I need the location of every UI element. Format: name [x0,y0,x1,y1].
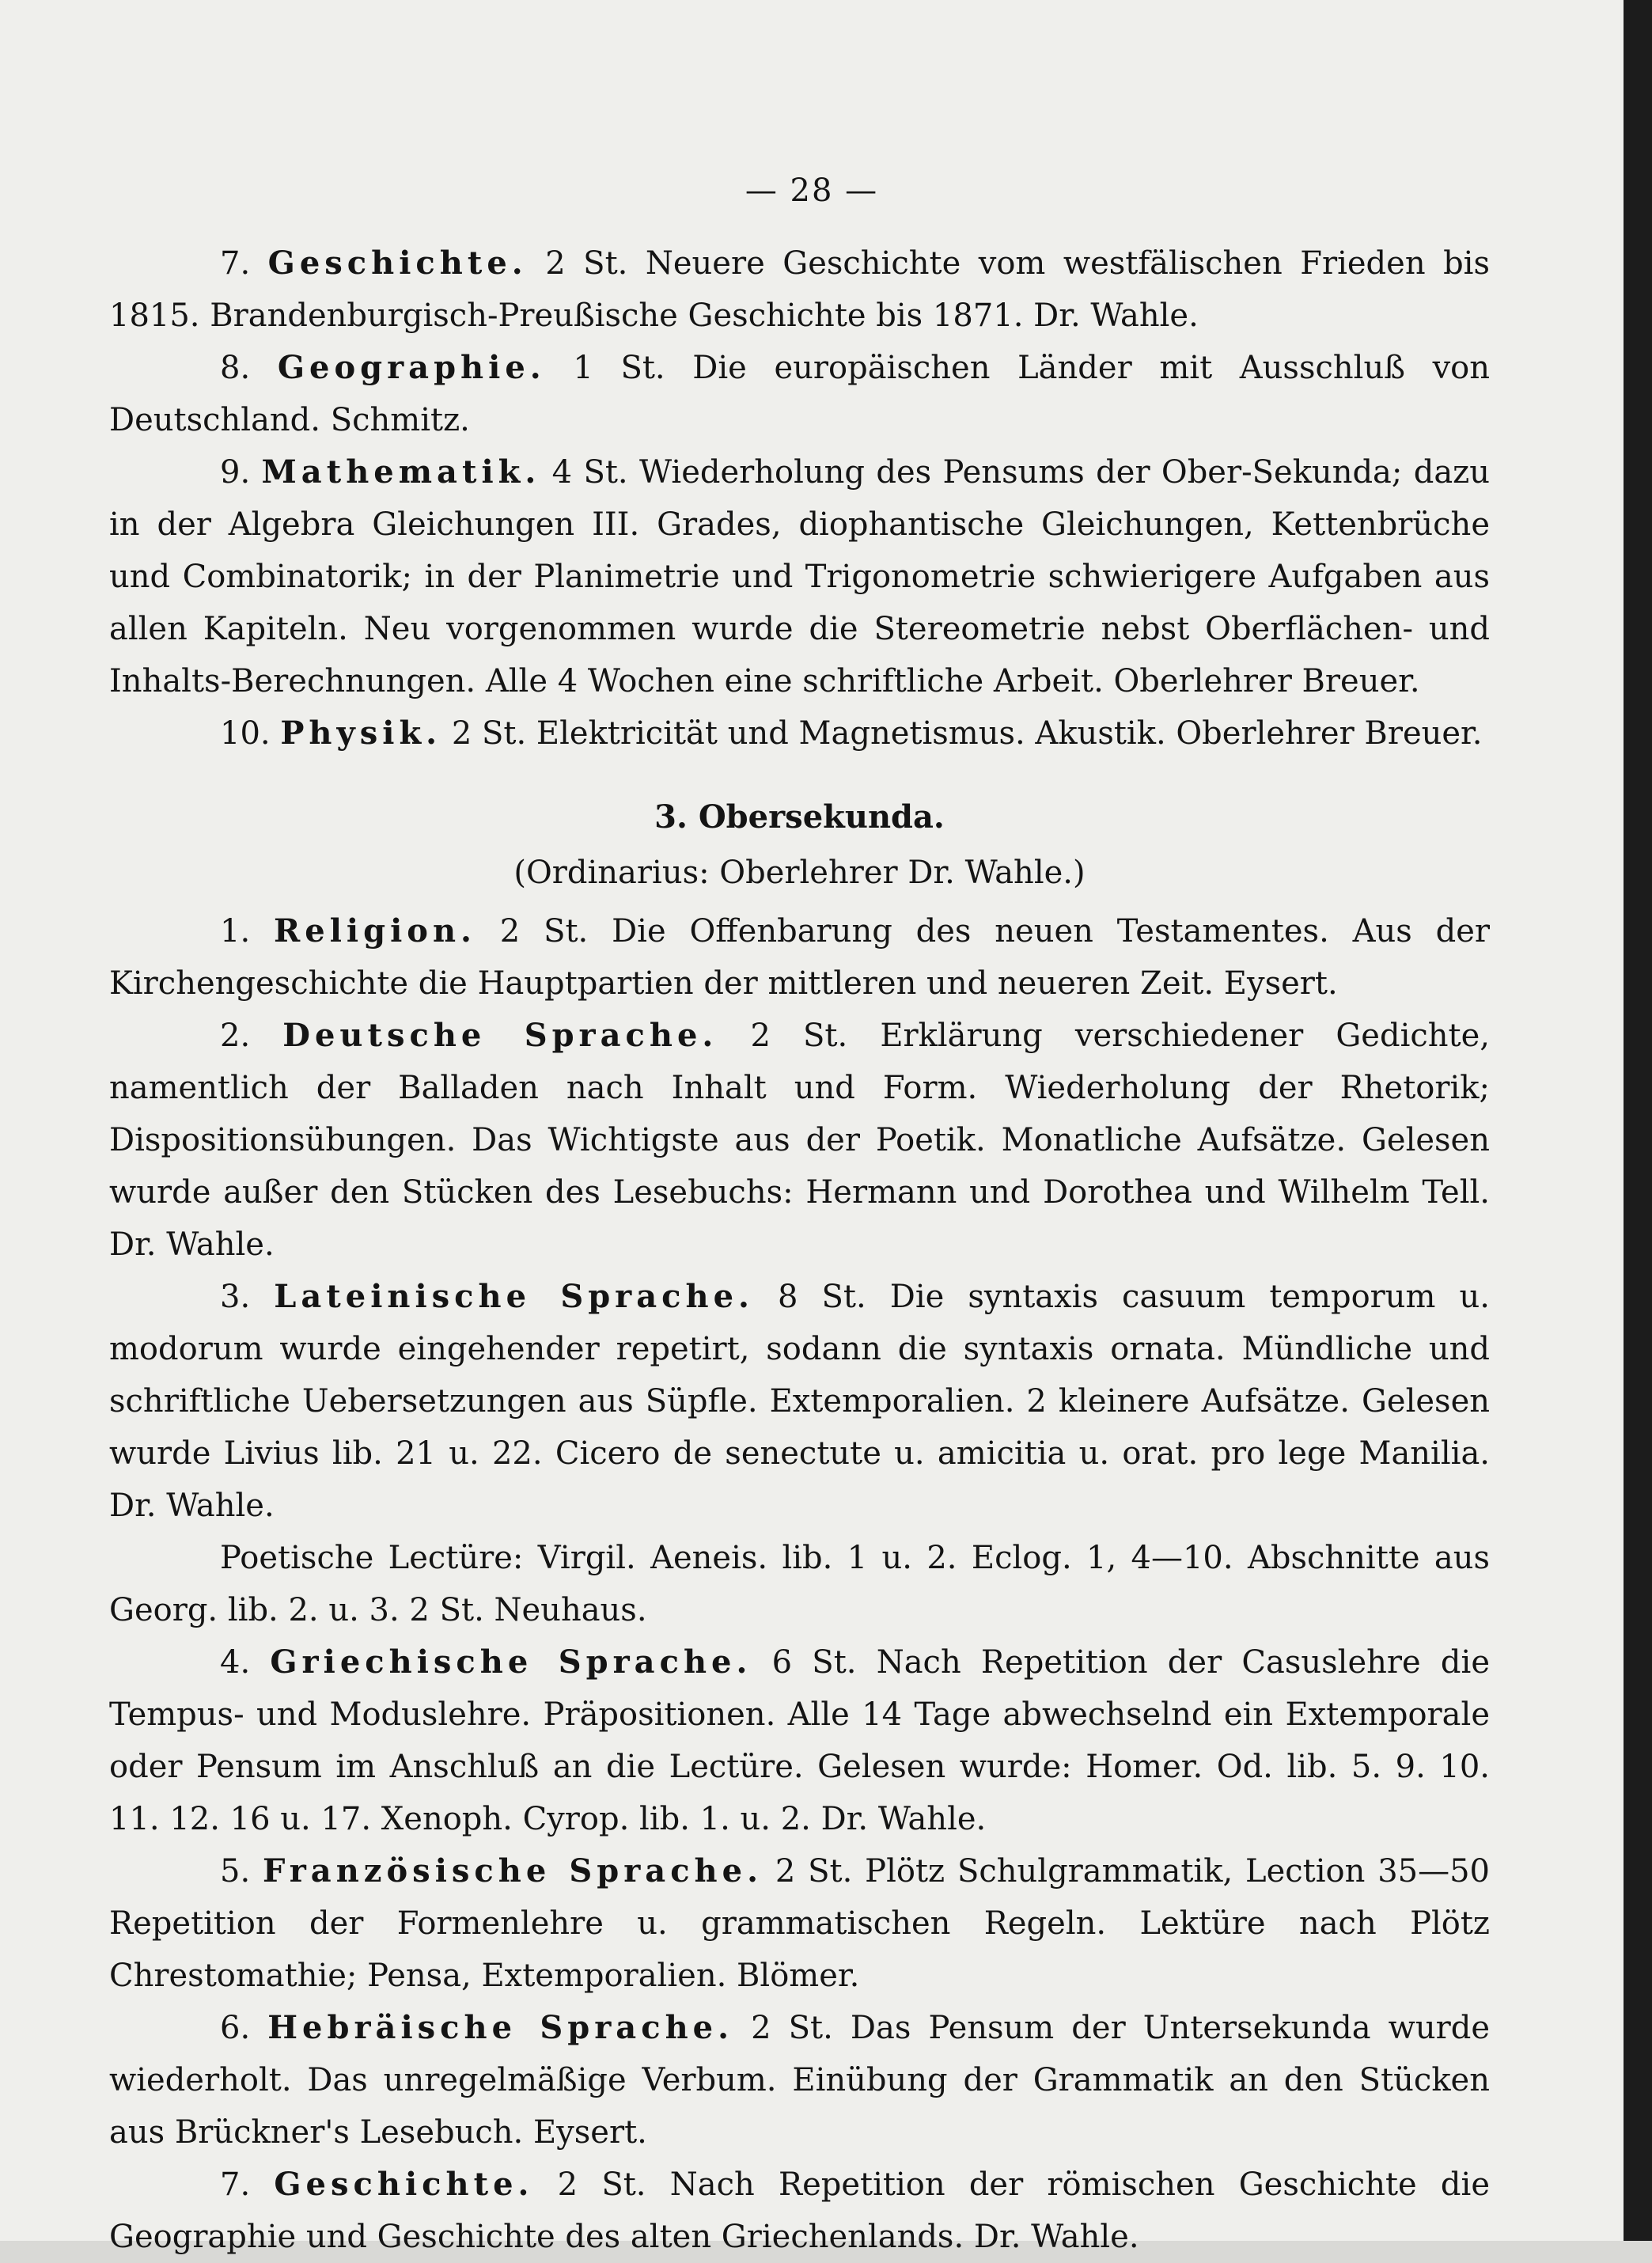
entry-text: 2 St. Erklärung verschiedener Gedichte, namentlich der Balladen nach Inhalt und Form. Wiederholung der Rhetorik; Dispositionsübungen. Das Wichtigste aus der Poetik. Monatliche Aufsätze. Gelesen wurde außer den Stücken des Lesebuchs: Hermann und Dorothea und Wilhelm Tell. Dr. Wahle. [109,1018,1490,1263]
subject-name: Geschichte. [274,2166,534,2203]
subject-entry [109,446,1490,707]
entry-number: 8. [220,350,251,386]
curriculum-list-upper [109,237,1490,760]
subject-name: Geographie. [277,349,546,386]
subject-entry [109,1845,1490,2002]
subject-entry [109,1010,1490,1271]
entry-number: 4. [220,1644,251,1681]
subject-name: Französische Sprache. [263,1852,763,1890]
subject-name: Geschichte. [267,244,528,282]
entry-text: 2 St. Die Offenbarung des neuen Testamentes. Aus der Kirchengeschichte die Hauptpartien der mittleren und neueren Zeit. Eysert. [109,913,1491,1002]
subject-name: Mathematik. [261,453,541,491]
curriculum-list-lower [109,905,1490,2263]
subject-entry [109,707,1490,760]
subject-name: Lateinische Sprache. [274,1278,754,1315]
entry-number: 9. [220,454,251,491]
subject-entry [109,2159,1490,2263]
entry-text: 1 St. Die europäischen Länder mit Ausschluß von Deutschland. Schmitz. [109,350,1491,438]
section-heading: 3. Obersekunda. [654,798,945,836]
entry-number: 5. [220,1853,251,1890]
subject-entry [109,905,1490,1010]
subject-name: Deutsche Sprache. [282,1017,718,1054]
scan-edge [1624,0,1652,2241]
ordinarius-line: (Ordinarius: Oberlehrer Dr. Wahle.) [513,855,1086,891]
subject-entry [109,237,1490,342]
entry-text: Poetische Lectüre: Virgil. Aeneis. lib. 1 u. 2. Eclog. 1, 4—10. Abschnitte aus Georg. lib. 2. u. 3. 2 St. Neuhaus. [109,1540,1490,1628]
body-text [109,237,1490,2263]
entry-number: 1. [220,913,251,950]
entry-text: 2 St. Plötz Schulgrammatik, Lection 35—50 Repetition der Formenlehre u. grammatischen Regeln. Lektüre nach Plötz Chrestomathie; Pensa, Extemporalien. Blömer. [109,1853,1490,1994]
entry-number: 10. [220,715,271,752]
entry-text: 4 St. Wiederholung des Pensums der Ober-Sekunda; dazu in der Algebra Gleichungen III. Grades, diophantische Gleichungen, Kettenbrüche und Combinatorik; in der Planimetrie und Trigonometrie schwierigere Aufgaben aus allen Kapiteln. Neu vorgenommen wurde die Stereometrie nebst Oberflächen- und Inhalts-Berechnungen. Alle 4 Wochen eine schriftliche Arbeit. Oberlehrer Breuer. [109,454,1491,699]
subject-entry [109,1271,1490,1532]
entry-text: 2 St. Das Pensum der Untersekunda wurde wiederholt. Das unregelmäßige Verbum. Einübung der Grammatik an den Stücken aus Brückner's Lesebuch. Eysert. [109,2010,1491,2151]
entry-number: 2. [220,1018,251,1054]
subject-entry [109,1532,1490,1636]
subject-name: Hebräische Sprache. [267,2009,734,2046]
entry-text: 6 St. Nach Repetition der Casuslehre die Tempus- und Moduslehre. Präpositionen. Alle 14 Tage abwechselnd ein Extemporale oder Pensum im Anschluß an die Lectüre. Gelesen wurde: Homer. Od. lib. 5. 9. 10. 11. 12. 16 u. 17. Xenoph. Cyrop. lib. 1. u. 2. Dr. Wahle. [109,1644,1490,1837]
entry-text: 2 St. Elektricität und Magnetismus. Akustik. Oberlehrer Breuer. [451,715,1483,752]
subject-entry [109,1636,1490,1845]
entry-text: 2 St. Nach Repetition der römischen Geschichte die Geographie und Geschichte des alten Griechenlands. Dr. Wahle. [109,2166,1490,2255]
subject-entry [109,342,1490,446]
entry-number: 7. [220,245,251,282]
page-number: — 28 — [745,172,879,209]
entry-text: 8 St. Die syntaxis casuum temporum u. modorum wurde eingehender repetirt, sodann die syntaxis ornata. Mündliche und schriftliche Uebersetzungen aus Süpfle. Extemporalien. 2 kleinere Aufsätze. Gelesen wurde Livius lib. 21 u. 22. Cicero de senectute u. amicitia u. orat. pro lege Manilia. Dr. Wahle. [109,1279,1491,1524]
entry-text: 2 St. Neuere Geschichte vom westfälischen Frieden bis 1815. Brandenburgisch-Preußische Geschichte bis 1871. Dr. Wahle. [109,245,1491,334]
entry-number: 3. [220,1279,251,1315]
entry-number: 7. [220,2166,251,2203]
subject-entry [109,2002,1490,2159]
subject-name: Griechische Sprache. [270,1643,752,1681]
entry-number: 6. [220,2010,251,2046]
subject-name: Religion. [274,912,476,950]
subject-name: Physik. [280,715,442,752]
